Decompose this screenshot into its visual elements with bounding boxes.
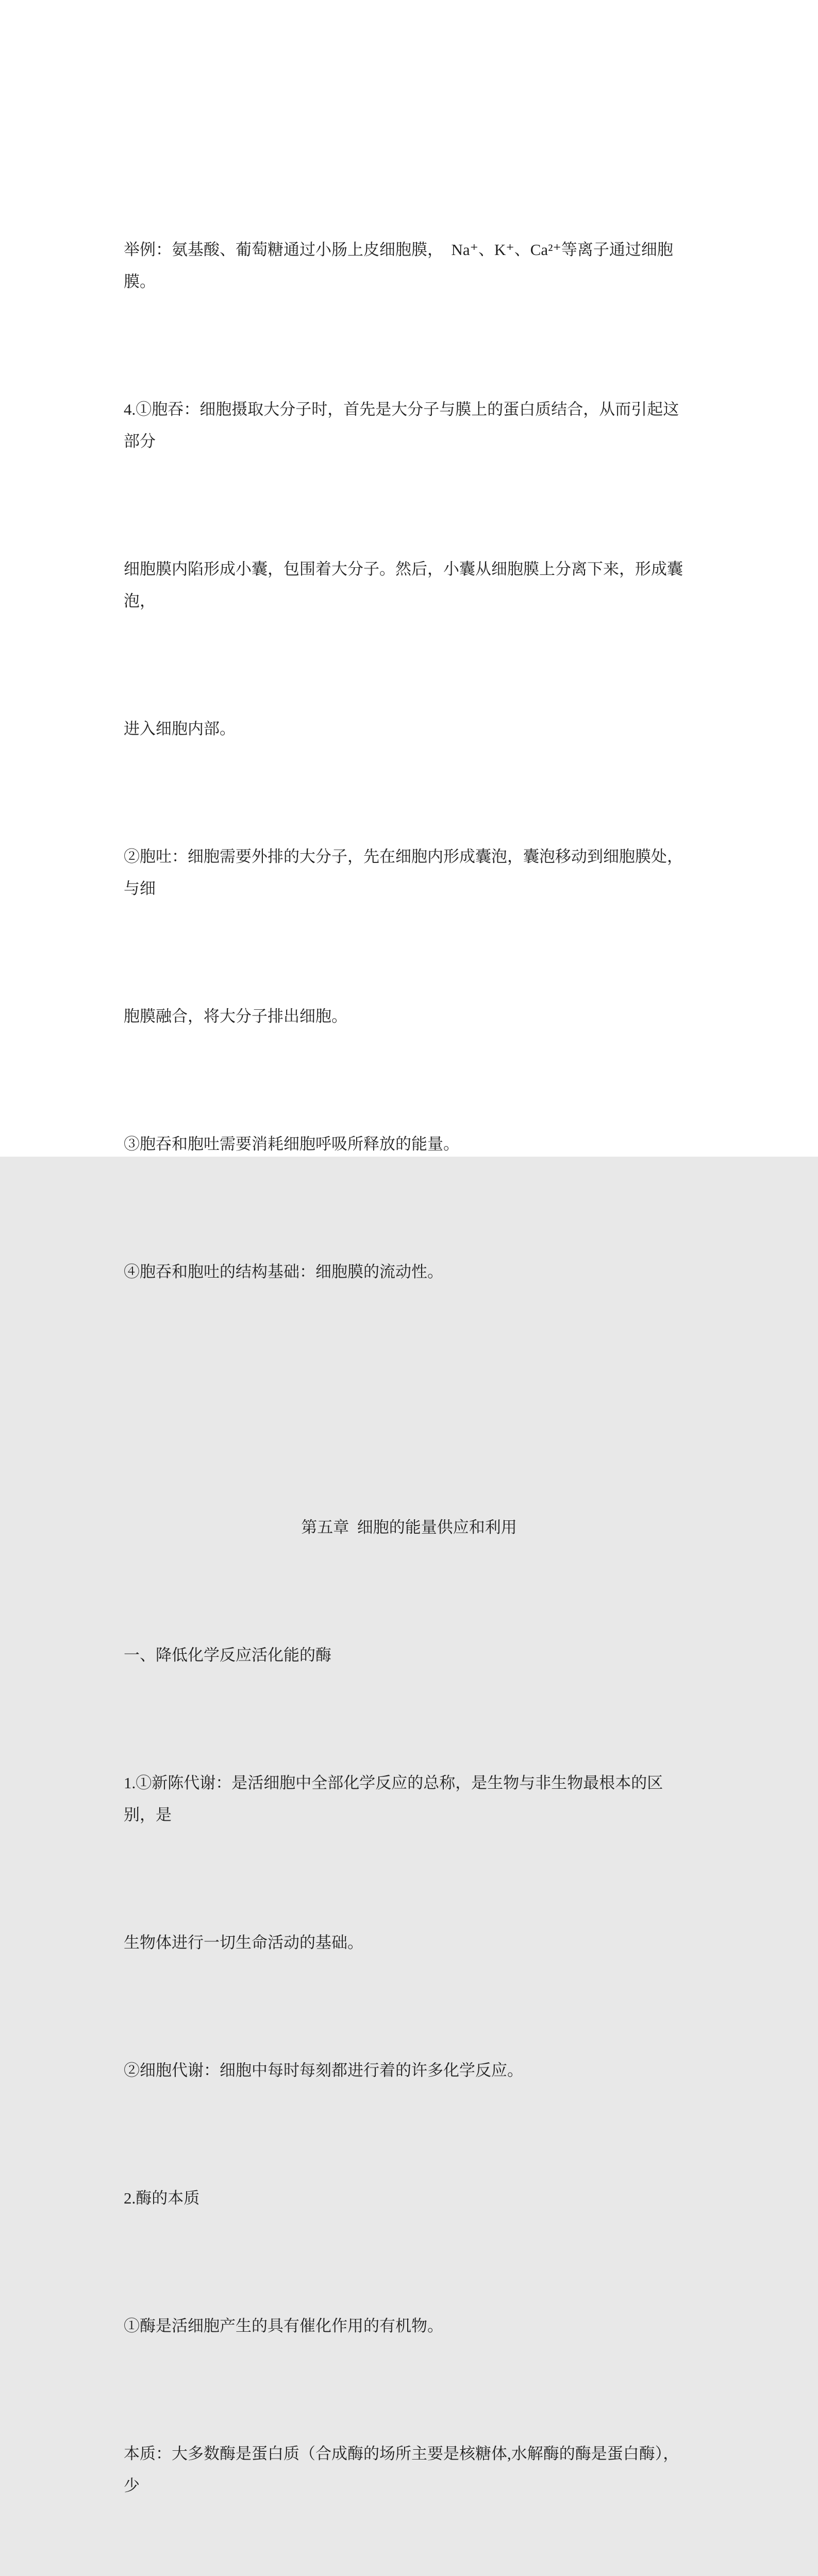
text-line: 进入细胞内部。 — [124, 720, 236, 738]
text-line: 生物体进行一切生命活动的基础。 — [124, 1934, 363, 1952]
text-line: ②细胞代谢：细胞中每时每刻都进行着的许多化学反应。 — [124, 2061, 523, 2079]
document-content — [124, 106, 694, 2576]
text-line: 一、降低化学反应活化能的酶 — [124, 1646, 331, 1664]
text-line: ④胞吞和胞吐的结构基础：细胞膜的流动性。 — [124, 1263, 443, 1281]
text-line: 1.①新陈代谢：是活细胞中全部化学反应的总称，是生物与非生物最根本的区别，是 — [124, 1774, 663, 1824]
text-line — [124, 1384, 694, 1416]
text-line: ③胞吞和胞吐需要消耗细胞呼吸所释放的能量。 — [124, 1135, 459, 1153]
text-line: 第五章 细胞的能量供应和利用 — [301, 1518, 517, 1536]
text-line: 胞膜融合，将大分子排出细胞。 — [124, 1007, 347, 1025]
text-line: 2.酶的本质 — [124, 2189, 200, 2207]
text-line: 细胞膜内陷形成小囊，包围着大分子。然后，小囊从细胞膜上分离下来，形成囊泡， — [124, 560, 683, 610]
text-line: ①酶是活细胞产生的具有催化作用的有机物。 — [124, 2317, 443, 2335]
text-line: 举例：氨基酸、葡萄糖通过小肠上皮细胞膜， Na⁺、K⁺、Ca²⁺等离子通过细胞膜。 — [124, 241, 673, 291]
text-line: 4.①胞吞：细胞摄取大分子时，首先是大分子与膜上的蛋白质结合，从而引起这部分 — [124, 400, 679, 450]
text-line: 本质：大多数酶是蛋白质（合成酶的场所主要是核糖体,水解酶的酶是蛋白酶），少 — [124, 2445, 679, 2495]
text-line: ②胞吐：细胞需要外排的大分子，先在细胞内形成囊泡，囊泡移动到细胞膜处，与细 — [124, 848, 683, 897]
